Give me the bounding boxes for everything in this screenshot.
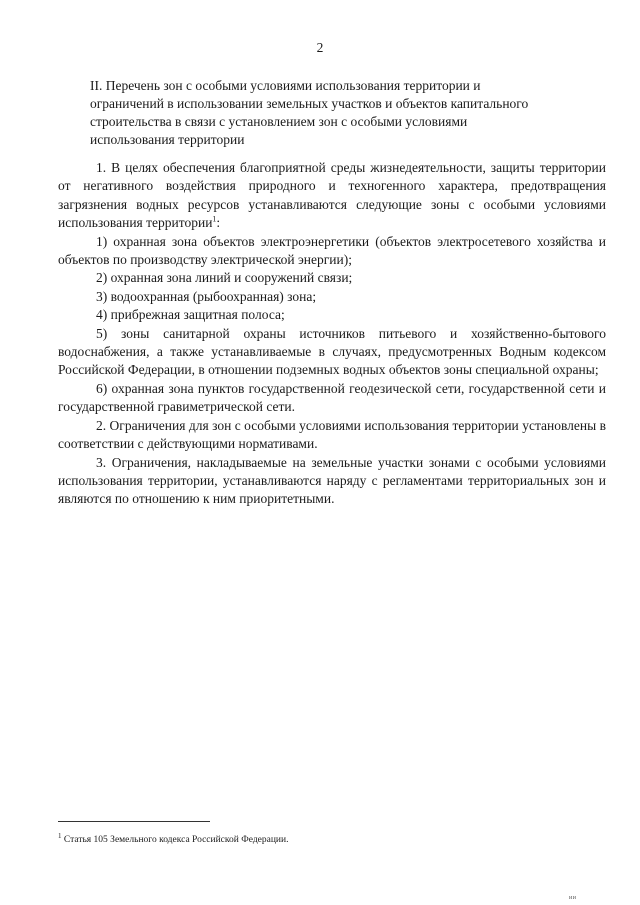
footnote-separator <box>58 821 210 822</box>
list-item-4: 4) прибрежная защитная полоса; <box>96 307 285 323</box>
footnote-text: Статья 105 Земельного кодекса Российской Федерации. <box>63 835 289 846</box>
list-item-2: 2) охранная зона линий и сооружений связи; <box>96 270 353 286</box>
document-body <box>58 159 606 509</box>
list-item-5: 5) зоны санитарной охраны источников питьевого и хозяйственно-бытового водоснабжения, а также устанавливаемые в случаях, предусмотренных Водным кодексом Российской Федерации, в отношении подземных водных объектов зоны специальной охраны; <box>58 325 606 378</box>
section-heading: II. Перечень зон с особыми условиями использования территории и ограничений в использовании земельных участков и объектов капитального строительства в связи с установлением зон с особыми условиями использования территории <box>90 78 529 147</box>
footnote-marker: 1 <box>58 832 62 840</box>
paragraph-1-colon: : <box>216 215 221 231</box>
paragraph-3: 3. Ограничения, накладываемые на земельные участки зонами с особыми условиями использования территории, устанавливаются наряду с регламентами территориальных зон и являются по отношению к ним приоритетными. <box>58 454 606 507</box>
paragraph-1 <box>58 159 606 233</box>
page-number: 2 <box>316 40 324 55</box>
corner-mark: ии <box>569 895 577 901</box>
footnote-reference: 1 <box>212 214 217 224</box>
footnote <box>58 830 288 846</box>
list-item-1: 1) охранная зона объектов электроэнергетики (объектов электросетевого хозяйства и объектов по производству электрической энергии); <box>58 233 606 268</box>
paragraph-2: 2. Ограничения для зон с особыми условиями использования территории установлены в соответствии с действующими нормативами. <box>58 417 606 452</box>
list-item-6: 6) охранная зона пунктов государственной геодезической сети, государственной сети и государственной гравиметрической сети. <box>58 380 606 415</box>
list-item-3: 3) водоохранная (рыбоохранная) зона; <box>96 288 317 304</box>
paragraph-1-text: 1. В целях обеспечения благоприятной среды жизнедеятельности, защиты территории от негативного воздействия природного и техногенного характера, предотвращения загрязнения водных ресурсов устанавливаются следующие зоны с особыми условиями использования территории <box>58 160 606 231</box>
